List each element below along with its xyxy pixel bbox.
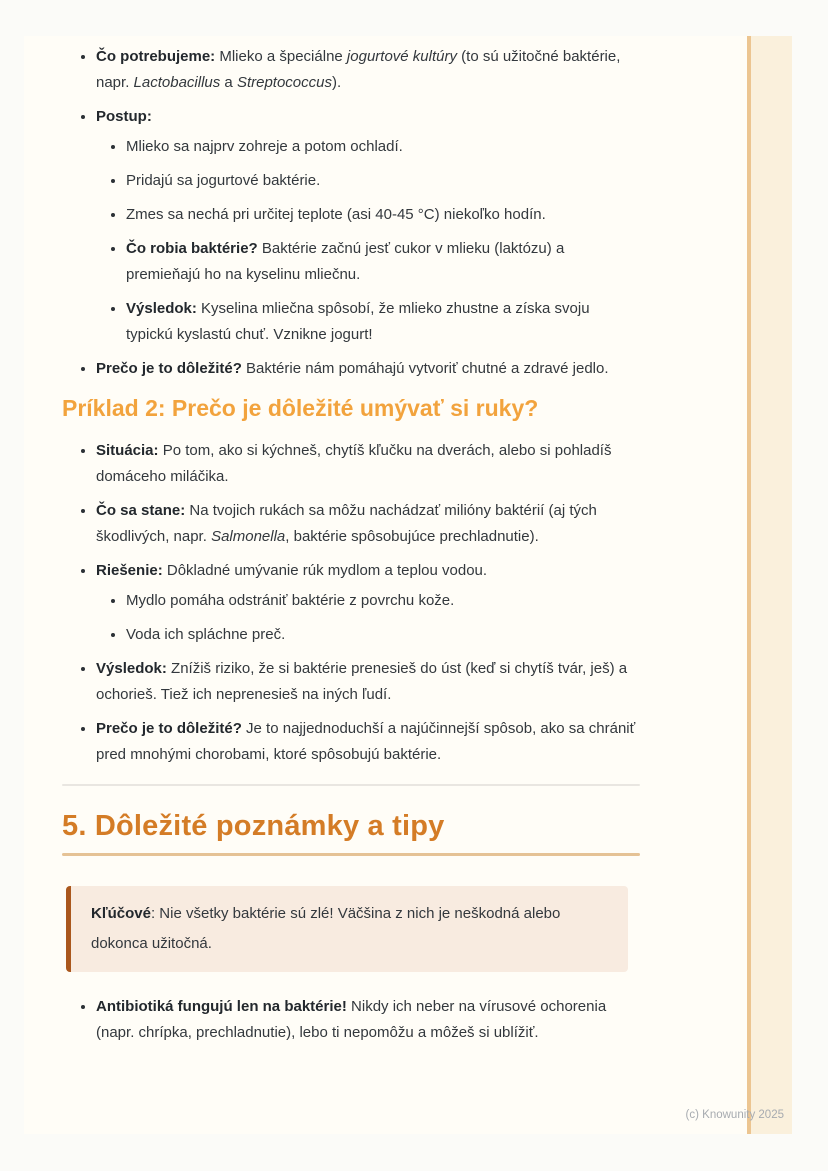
section-heading-notes: 5. Dôležité poznámky a tipy — [62, 810, 445, 842]
bullet-item-step3: • Zmes sa nechá pri určitej teplote (asi 40-45 °C) niekoľko hodín. — [126, 202, 640, 228]
bullet-item-step5: • Výsledok: Kyselina mliečna spôsobí, že mlieko zhustne a získa svoju typickú kyslastú chuť. Vznikne jogurt! — [126, 296, 640, 348]
bullet-item-postup — [96, 104, 640, 348]
yogurt-list — [62, 44, 640, 382]
riesenie-text: Riešenie: Dôkladné umývanie rúk mydlom a teplou vodou. — [96, 562, 488, 579]
postup-label: Postup: — [96, 108, 152, 125]
bullet-item-why-important2: • Prečo je to dôležité? Je to najjednoduchší a najúčinnejší spôsob, ako sa chrániť pred mnohými chorobami, ktoré spôsobujú baktérie. — [96, 716, 640, 768]
bullet-item-step4: • Čo robia baktérie? Baktérie začnú jesť cukor v mlieku (laktózu) a premieňajú ho na kyselinu mliečnu. — [126, 236, 640, 288]
bullet-item-step1: • Mlieko sa najprv zohreje a potom ochladí. — [126, 134, 640, 160]
bullet-item-vysledok: • Výsledok: Znížiš riziko, že si baktérie prenesieš do úst (keď si chytíš tvár, ješ) a ochorieš. Tiež ich neprenesieš na iných ľudí. — [96, 656, 640, 708]
bullet-item-riesenie — [96, 558, 640, 648]
page-edge-stripe — [747, 36, 792, 1134]
bullet-item-step2: • Pridajú sa jogurtové baktérie. — [126, 168, 640, 194]
yogurt-steps-sublist — [96, 134, 640, 348]
bullet-item-voda: • Voda ich spláchne preč. — [126, 622, 640, 648]
copyright-watermark: (c) Knowunity 2025 — [685, 1109, 784, 1121]
bullet-item-co-sa-stane: • Čo sa stane: Na tvojich rukách sa môžu nachádzať milióny baktérií (aj tých škodlivých, napr. Salmonella, baktérie spôsobujúce prechladnutie). — [96, 498, 640, 550]
callout-text: Kľúčové: Nie všetky baktérie sú zlé! Väčšina z nich je neškodná alebo dokonca užitočná. — [91, 905, 561, 952]
bullet-item-antibiotics: • Antibiotiká fungujú len na baktérie! Nikdy ich neber na vírusové ochorenia (napr. chrípka, prechladnutie), lebo ti nepomôžu a môžeš si ublížiť. — [96, 994, 640, 1046]
antibiotics-list — [62, 994, 640, 1046]
handwashing-list — [62, 438, 640, 768]
bullet-item-mydlo: • Mydlo pomáha odstrániť baktérie z povrchu kože. — [126, 588, 640, 614]
document-page — [24, 36, 792, 1134]
key-callout-box — [66, 886, 628, 972]
section-heading-example2: Príklad 2: Prečo je dôležité umývať si ruky? — [62, 395, 539, 421]
bullet-item-situacia: • Situácia: Po tom, ako si kýchneš, chytíš kľučku na dverách, alebo si pohladíš domáceho miláčika. — [96, 438, 640, 490]
bullet-item-need: • Čo potrebujeme: Mlieko a špeciálne jogurtové kultúry (to sú užitočné baktérie, napr. Lactobacillus a Streptococcus). — [96, 44, 640, 96]
riesenie-sublist — [96, 588, 640, 648]
heading-underline — [62, 853, 640, 856]
bullet-item-why-important: • Prečo je to dôležité? Baktérie nám pomáhajú vytvoriť chutné a zdravé jedlo. — [96, 356, 640, 382]
section-divider — [62, 784, 640, 786]
document-content — [62, 44, 640, 1054]
